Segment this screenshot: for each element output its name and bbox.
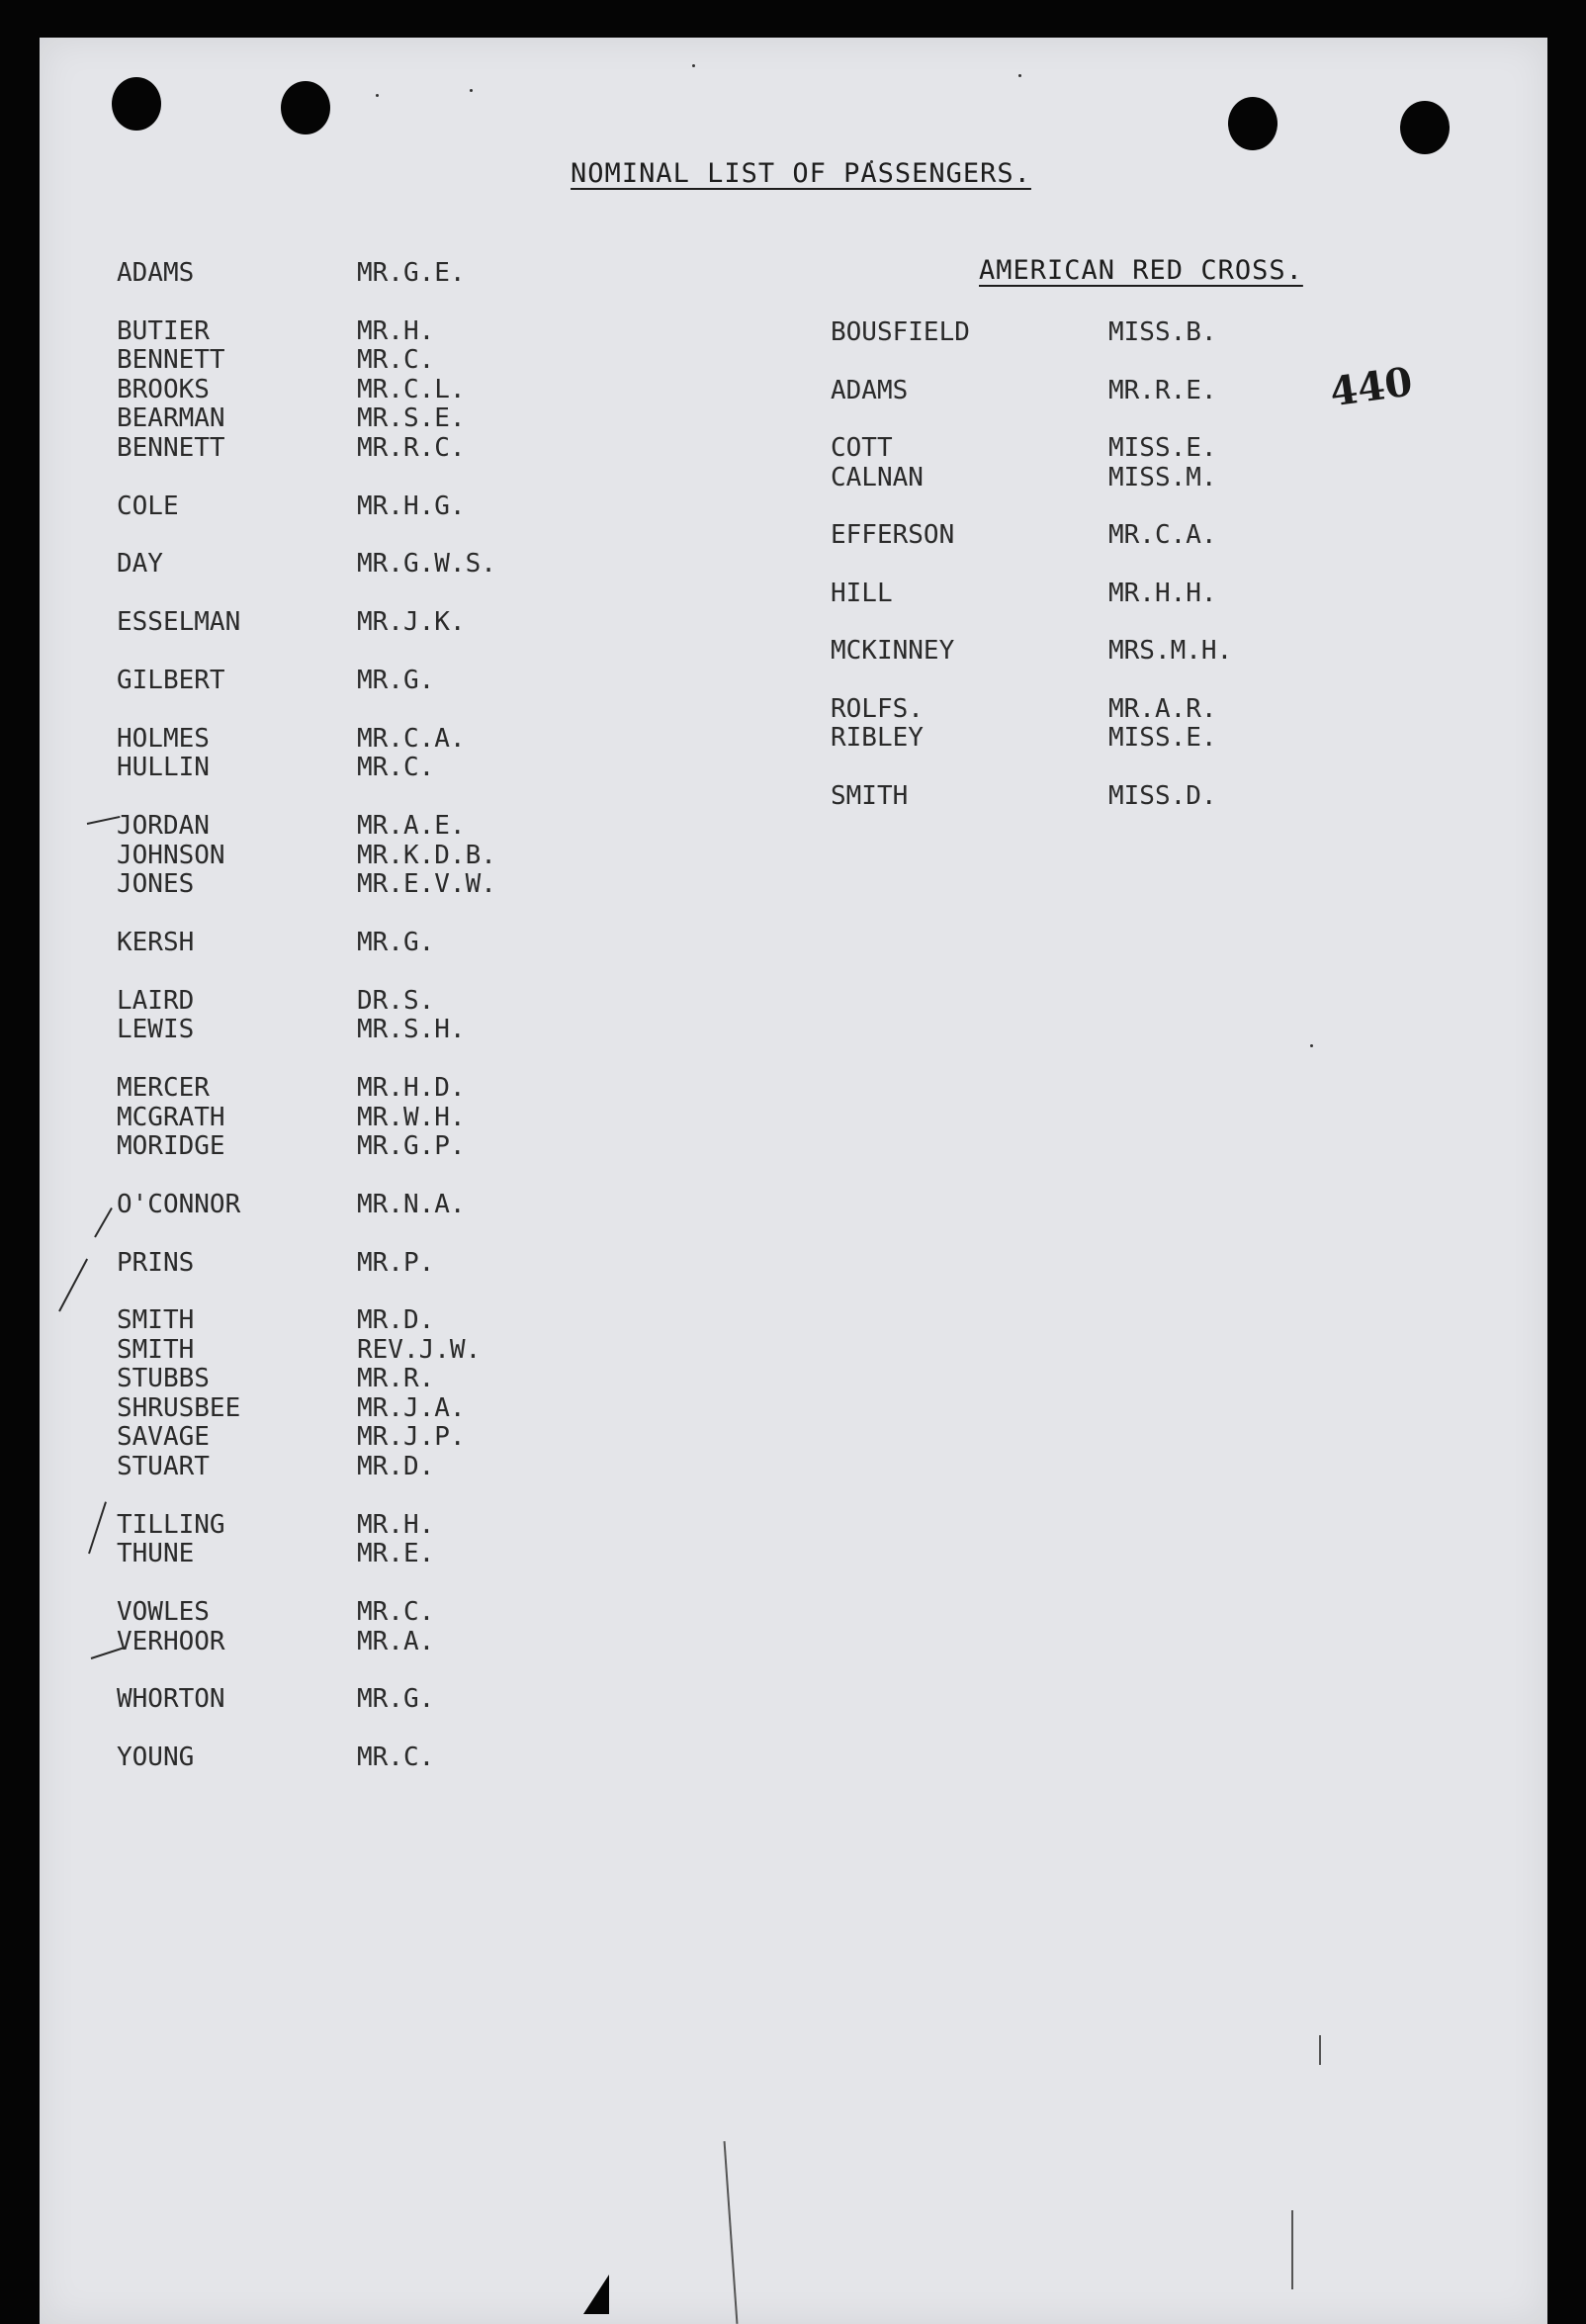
passenger-title: MR.C.L. (357, 374, 466, 404)
passenger-row (117, 376, 611, 405)
passenger-surname: MERCER (117, 1073, 210, 1103)
passenger-group (117, 1191, 611, 1220)
passenger-title: MISS.M. (1108, 462, 1217, 492)
speck (1310, 1044, 1313, 1047)
passenger-group (117, 1306, 611, 1481)
passenger-surname: SMITH (831, 780, 909, 811)
passenger-title: MR.S.H. (357, 1015, 466, 1045)
punch-hole (1400, 101, 1450, 154)
passenger-title: MR.D. (357, 1305, 435, 1336)
passenger-row (117, 404, 611, 434)
passenger-surname: STUART (117, 1451, 210, 1481)
passenger-surname: SHRUSBEE (117, 1392, 241, 1423)
passenger-row (117, 812, 611, 842)
passenger-surname: VERHOOR (117, 1626, 225, 1656)
passenger-surname: BROOKS (117, 374, 210, 404)
passenger-title: MR.C.A. (1108, 520, 1217, 550)
passenger-title: MR.R. (357, 1364, 435, 1394)
passenger-row (117, 1016, 611, 1045)
passenger-title: MR.J.P. (357, 1422, 466, 1453)
passenger-row (117, 1394, 611, 1424)
passenger-row (831, 580, 1325, 609)
passenger-surname: BENNETT (117, 432, 225, 463)
passenger-surname: YOUNG (117, 1743, 195, 1773)
passenger-group (117, 1685, 611, 1715)
paper-crease (1319, 2035, 1321, 2065)
passenger-title: MISS.E. (1108, 723, 1217, 753)
passenger-group (117, 725, 611, 783)
passenger-title: MISS.D. (1108, 780, 1217, 811)
passenger-title: DR.S. (357, 985, 435, 1016)
passenger-title: MR.H. (357, 315, 435, 346)
passenger-title: MR.C. (357, 1743, 435, 1773)
passenger-title: MR.P. (357, 1247, 435, 1278)
passenger-surname: HILL (831, 578, 893, 608)
passenger-row (831, 318, 1325, 348)
passenger-surname: ESSELMAN (117, 607, 241, 638)
paper-tear (583, 2275, 609, 2314)
passenger-surname: JOHNSON (117, 840, 225, 870)
passenger-title: MR.A.E. (357, 811, 466, 842)
passenger-group (831, 377, 1325, 406)
passenger-row (117, 1685, 611, 1715)
passenger-surname: WHORTON (117, 1684, 225, 1715)
passenger-surname: BEARMAN (117, 403, 225, 434)
passenger-title: MR.A.R. (1108, 693, 1217, 724)
passenger-title: MR.C. (357, 345, 435, 376)
passenger-surname: BENNETT (117, 345, 225, 376)
passenger-title: MR.E.V.W. (357, 869, 496, 900)
speck (1018, 74, 1021, 77)
page-title: NOMINAL LIST OF PASSENGERS. (571, 158, 1031, 189)
passenger-row (117, 1132, 611, 1162)
passenger-surname: BOUSFIELD (831, 317, 970, 347)
passenger-title: MR.C. (357, 1597, 435, 1627)
passenger-surname: EFFERSON (831, 520, 955, 550)
passenger-surname: KERSH (117, 927, 195, 957)
passenger-surname: VOWLES (117, 1597, 210, 1627)
passenger-group (117, 1249, 611, 1279)
passenger-row (117, 1104, 611, 1133)
passenger-surname: ROLFS. (831, 693, 924, 724)
passenger-surname: MCGRATH (117, 1102, 225, 1132)
passenger-surname: BUTIER (117, 315, 210, 346)
passenger-row (117, 842, 611, 871)
speck (470, 89, 473, 92)
passenger-title: MR.G.P. (357, 1131, 466, 1161)
passenger-title: MISS.B. (1108, 317, 1217, 347)
passenger-title: MR.H. (357, 1509, 435, 1540)
passenger-group (117, 259, 611, 289)
passenger-row (831, 695, 1325, 725)
passenger-surname: HOLMES (117, 723, 210, 754)
passenger-group (117, 317, 611, 464)
passenger-title: MISS.E. (1108, 433, 1217, 463)
passenger-row (117, 259, 611, 289)
passenger-surname: GILBERT (117, 666, 225, 695)
passenger-group (831, 782, 1325, 812)
passenger-group (117, 550, 611, 580)
passenger-row (117, 1743, 611, 1773)
passenger-group (831, 521, 1325, 551)
passenger-title: REV.J.W. (357, 1334, 482, 1365)
passenger-row (117, 754, 611, 783)
passenger-title: MR.H.G. (357, 491, 466, 521)
passenger-row (117, 1423, 611, 1453)
speck (692, 64, 695, 67)
passenger-row (117, 492, 611, 522)
speck (376, 94, 379, 97)
passenger-surname: RIBLEY (831, 723, 924, 753)
passenger-group (831, 318, 1325, 348)
passenger-surname: STUBBS (117, 1364, 210, 1394)
passenger-title: MR.K.D.B. (357, 840, 496, 870)
passenger-surname: DAY (117, 549, 163, 580)
passenger-title: MR.G. (357, 1684, 435, 1715)
passenger-surname: SMITH (117, 1305, 195, 1336)
passenger-surname: COTT (831, 433, 893, 463)
passenger-surname: JONES (117, 869, 195, 900)
paper-crease (1291, 2210, 1293, 2289)
passenger-group (117, 608, 611, 638)
passenger-surname: THUNE (117, 1539, 195, 1569)
passenger-surname: LEWIS (117, 1015, 195, 1045)
passenger-title: MR.C. (357, 753, 435, 783)
passenger-row (117, 667, 611, 696)
passenger-row (117, 1306, 611, 1336)
passenger-title: MR.S.E. (357, 403, 466, 434)
passenger-surname: MORIDGE (117, 1131, 225, 1161)
passenger-row (117, 1453, 611, 1482)
passenger-group (117, 929, 611, 958)
punch-hole (1228, 97, 1278, 150)
passenger-surname: O'CONNOR (117, 1189, 241, 1219)
passenger-group (117, 1598, 611, 1656)
passenger-title: MR.G.W.S. (357, 549, 496, 580)
passenger-row (117, 1511, 611, 1541)
passenger-surname: ADAMS (117, 258, 195, 288)
passenger-title: MR.H.H. (1108, 578, 1217, 608)
passenger-surname: HULLIN (117, 753, 210, 783)
passenger-row (117, 1628, 611, 1657)
passenger-row (117, 1598, 611, 1628)
passenger-group (117, 1511, 611, 1569)
passenger-row (117, 929, 611, 958)
passenger-row (117, 434, 611, 464)
passenger-group (117, 492, 611, 522)
passenger-row (831, 464, 1325, 493)
passenger-surname: MCKINNEY (831, 636, 955, 666)
passenger-row (117, 317, 611, 347)
passenger-surname: JORDAN (117, 811, 210, 842)
passenger-group (117, 1743, 611, 1773)
passenger-row (831, 434, 1325, 464)
passenger-row (831, 637, 1325, 667)
passenger-row (117, 987, 611, 1017)
passenger-row (831, 377, 1325, 406)
passenger-title: MR.A. (357, 1626, 435, 1656)
passenger-group (831, 695, 1325, 754)
passenger-title: MR.G. (357, 927, 435, 957)
passenger-title: MR.J.K. (357, 607, 466, 638)
passenger-group (831, 580, 1325, 609)
passenger-title: MR.J.A. (357, 1392, 466, 1423)
passenger-group (117, 812, 611, 900)
passenger-title: MR.D. (357, 1451, 435, 1481)
passenger-row (117, 1074, 611, 1104)
passenger-group (117, 1074, 611, 1162)
passenger-title: MR.N.A. (357, 1189, 466, 1219)
passenger-title: MR.R.E. (1108, 375, 1217, 405)
passenger-row (117, 1191, 611, 1220)
passenger-title: MR.W.H. (357, 1102, 466, 1132)
passenger-row (831, 521, 1325, 551)
passenger-title: MR.R.C. (357, 432, 466, 463)
passenger-row (117, 1365, 611, 1394)
passenger-title: MR.E. (357, 1539, 435, 1569)
passenger-row (831, 724, 1325, 754)
passenger-row (831, 782, 1325, 812)
passenger-surname: TILLING (117, 1509, 225, 1540)
passenger-row (117, 1540, 611, 1569)
section-heading: AMERICAN RED CROSS. (979, 255, 1303, 286)
passenger-row (117, 1249, 611, 1279)
passenger-surname: CALNAN (831, 462, 924, 492)
passenger-row (117, 550, 611, 580)
passenger-surname: LAIRD (117, 985, 195, 1016)
passenger-group (117, 987, 611, 1045)
passenger-surname: COLE (117, 491, 179, 521)
passenger-row (117, 1336, 611, 1366)
folio-number: 440 (1327, 358, 1416, 416)
passenger-title: MRS.M.H. (1108, 636, 1233, 666)
passenger-row (117, 725, 611, 755)
passenger-group (831, 637, 1325, 667)
punch-hole (281, 81, 330, 134)
passenger-row (117, 870, 611, 900)
passenger-group (831, 434, 1325, 492)
passenger-surname: SMITH (117, 1334, 195, 1365)
passenger-title: MR.G. (357, 666, 435, 695)
passenger-title: MR.C.A. (357, 723, 466, 754)
passenger-group (117, 667, 611, 696)
passenger-surname: SAVAGE (117, 1422, 210, 1453)
passenger-surname: PRINS (117, 1247, 195, 1278)
passenger-row (117, 608, 611, 638)
passenger-row (117, 346, 611, 376)
punch-hole (112, 77, 161, 131)
passenger-title: MR.H.D. (357, 1073, 466, 1103)
passenger-surname: ADAMS (831, 375, 909, 405)
passenger-title: MR.G.E. (357, 258, 466, 288)
